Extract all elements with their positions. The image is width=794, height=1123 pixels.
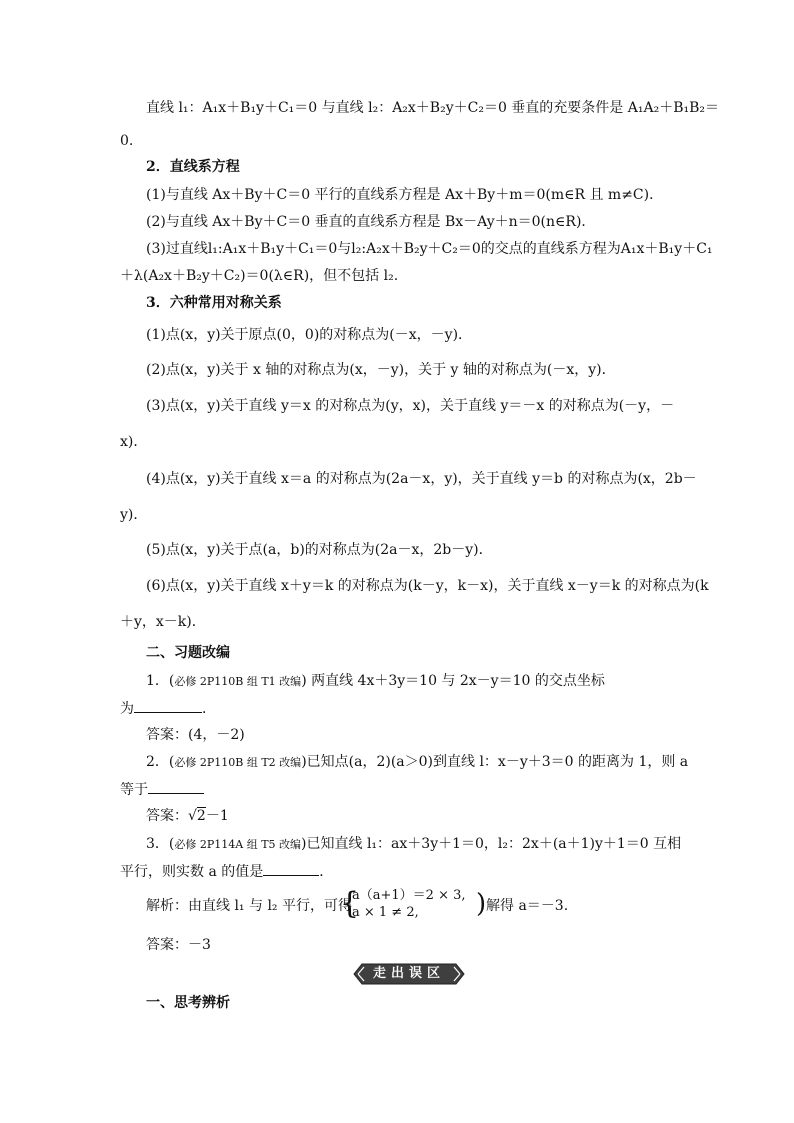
text-fragment: 等于 (120, 782, 148, 798)
text-fragment: ． (202, 701, 216, 717)
answer-label: 答案： (146, 808, 188, 824)
section-heading: 一、思考辨析 (146, 995, 230, 1011)
exercise-1-cont (120, 698, 216, 719)
text-line: ＋y，x－k)． (120, 614, 206, 630)
exercise-number: 2．( (146, 754, 175, 770)
text-line: (5)点(x，y)关于点(a，b)的对称点为(2a－x，2b－y)． (146, 542, 493, 558)
source-tag: 必修 2P110B 组 T2 改编 (174, 756, 302, 769)
right-paren-icon: ) (476, 889, 487, 919)
exercise-2 (146, 752, 688, 773)
text-line: (3)点(x，y)关于直线 y＝x 的对称点为(y，x)，关于直线 y＝－x 的对称点为(－y，－ (146, 398, 675, 414)
exercise-text: )已知直线 l₁：ax＋3y＋1＝0，l₂：2x＋(a＋1)y＋1＝0 互相 (301, 836, 682, 852)
equation-system-line: a（a+1）＝2 × 3, (352, 888, 466, 903)
text-line: (1)与直线 Ax＋By＋C＝0 平行的直线系方程是 Ax＋By＋m＝0(m∈R 且 m≠C)． (146, 187, 664, 203)
text-line: 直线 l₁：A₁x＋B₁y＋C₁＝0 与直线 l₂：A₂x＋B₂y＋C₂＝0 垂直的充要条件是 A₁A₂＋B₁B₂＝ (146, 100, 719, 116)
solution-result: 解得 a＝－3. (486, 898, 569, 914)
text-line: y)． (120, 507, 148, 523)
text-line: 0. (120, 133, 134, 149)
banner-title: 走出误区 (372, 966, 445, 981)
text-line: (3)过直线l₁:A₁x＋B₁y＋C₁＝0与l₂:A₂x＋B₂y＋C₂＝0的交点的直线系方程为A₁x＋B₁y＋C₁ (146, 241, 713, 257)
source-tag: 必修 2P114A 组 T5 改编 (174, 838, 302, 851)
text-line: (4)点(x，y)关于直线 x＝a 的对称点为(2a－x，y)，关于直线 y＝b 的对称点为(x，2b－ (146, 471, 697, 487)
left-brace-icon: { (340, 886, 360, 921)
source-tag: 必修 2P110B 组 T1 改编 (174, 675, 302, 688)
exercise-3-cont (120, 861, 333, 882)
answer-blank (263, 861, 319, 876)
text-fragment: ． (319, 864, 334, 880)
text-line: (2)与直线 Ax＋By＋C＝0 垂直的直线系方程是 Bx－Ay＋n＝0(n∈R)． (146, 214, 596, 230)
text-line: ＋λ(A₂x＋B₂y＋C₂)＝0(λ∈R)，但不包括 l₂. (120, 268, 399, 284)
exercise-text: )已知点(a，2)(a＞0)到直线 l：x－y＋3＝0 的距离为 1，则 a (301, 754, 689, 770)
text-line: x)． (120, 434, 148, 450)
exercise-1 (146, 671, 605, 692)
sqrt-icon: √ (188, 808, 197, 824)
section-heading: 二、习题改编 (146, 645, 230, 661)
exercise-number: 3．( (146, 836, 175, 852)
solution-intro: 解析：由直线 l₁ 与 l₂ 平行，可得 (146, 898, 352, 914)
exercise-2-cont (120, 779, 204, 800)
answer-line (146, 806, 229, 826)
radicand: 2 (196, 808, 206, 824)
answer-line: 答案：－3 (146, 937, 211, 953)
section-heading: 2．直线系方程 (146, 159, 240, 175)
text-fragment: －1 (205, 808, 229, 824)
text-fragment: 为 (120, 701, 134, 717)
answer-blank (148, 779, 204, 794)
text-line: (1)点(x，y)关于原点(0，0)的对称点为(－x，－y)． (146, 327, 473, 343)
text-line: (6)点(x，y)关于直线 x＋y＝k 的对称点为(k－y，k－x)，关于直线 x－y＝k 的对称点为(k (146, 578, 709, 594)
section-banner (352, 963, 466, 985)
equation-system-line: a × 1 ≠ 2, (352, 905, 419, 920)
exercise-number: 1．( (146, 673, 175, 689)
exercise-3 (146, 834, 681, 855)
text-fragment: 平行，则实数 a 的值是 (120, 864, 264, 880)
text-line: (2)点(x，y)关于 x 轴的对称点为(x，－y)，关于 y 轴的对称点为(－x，y)． (146, 362, 616, 378)
answer-blank (134, 698, 202, 713)
answer-line: 答案：(4，－2) (146, 727, 245, 743)
section-heading: 3．六种常用对称关系 (146, 295, 282, 311)
exercise-text: ) 两直线 4x＋3y＝10 与 2x－y＝10 的交点坐标 (301, 673, 605, 689)
